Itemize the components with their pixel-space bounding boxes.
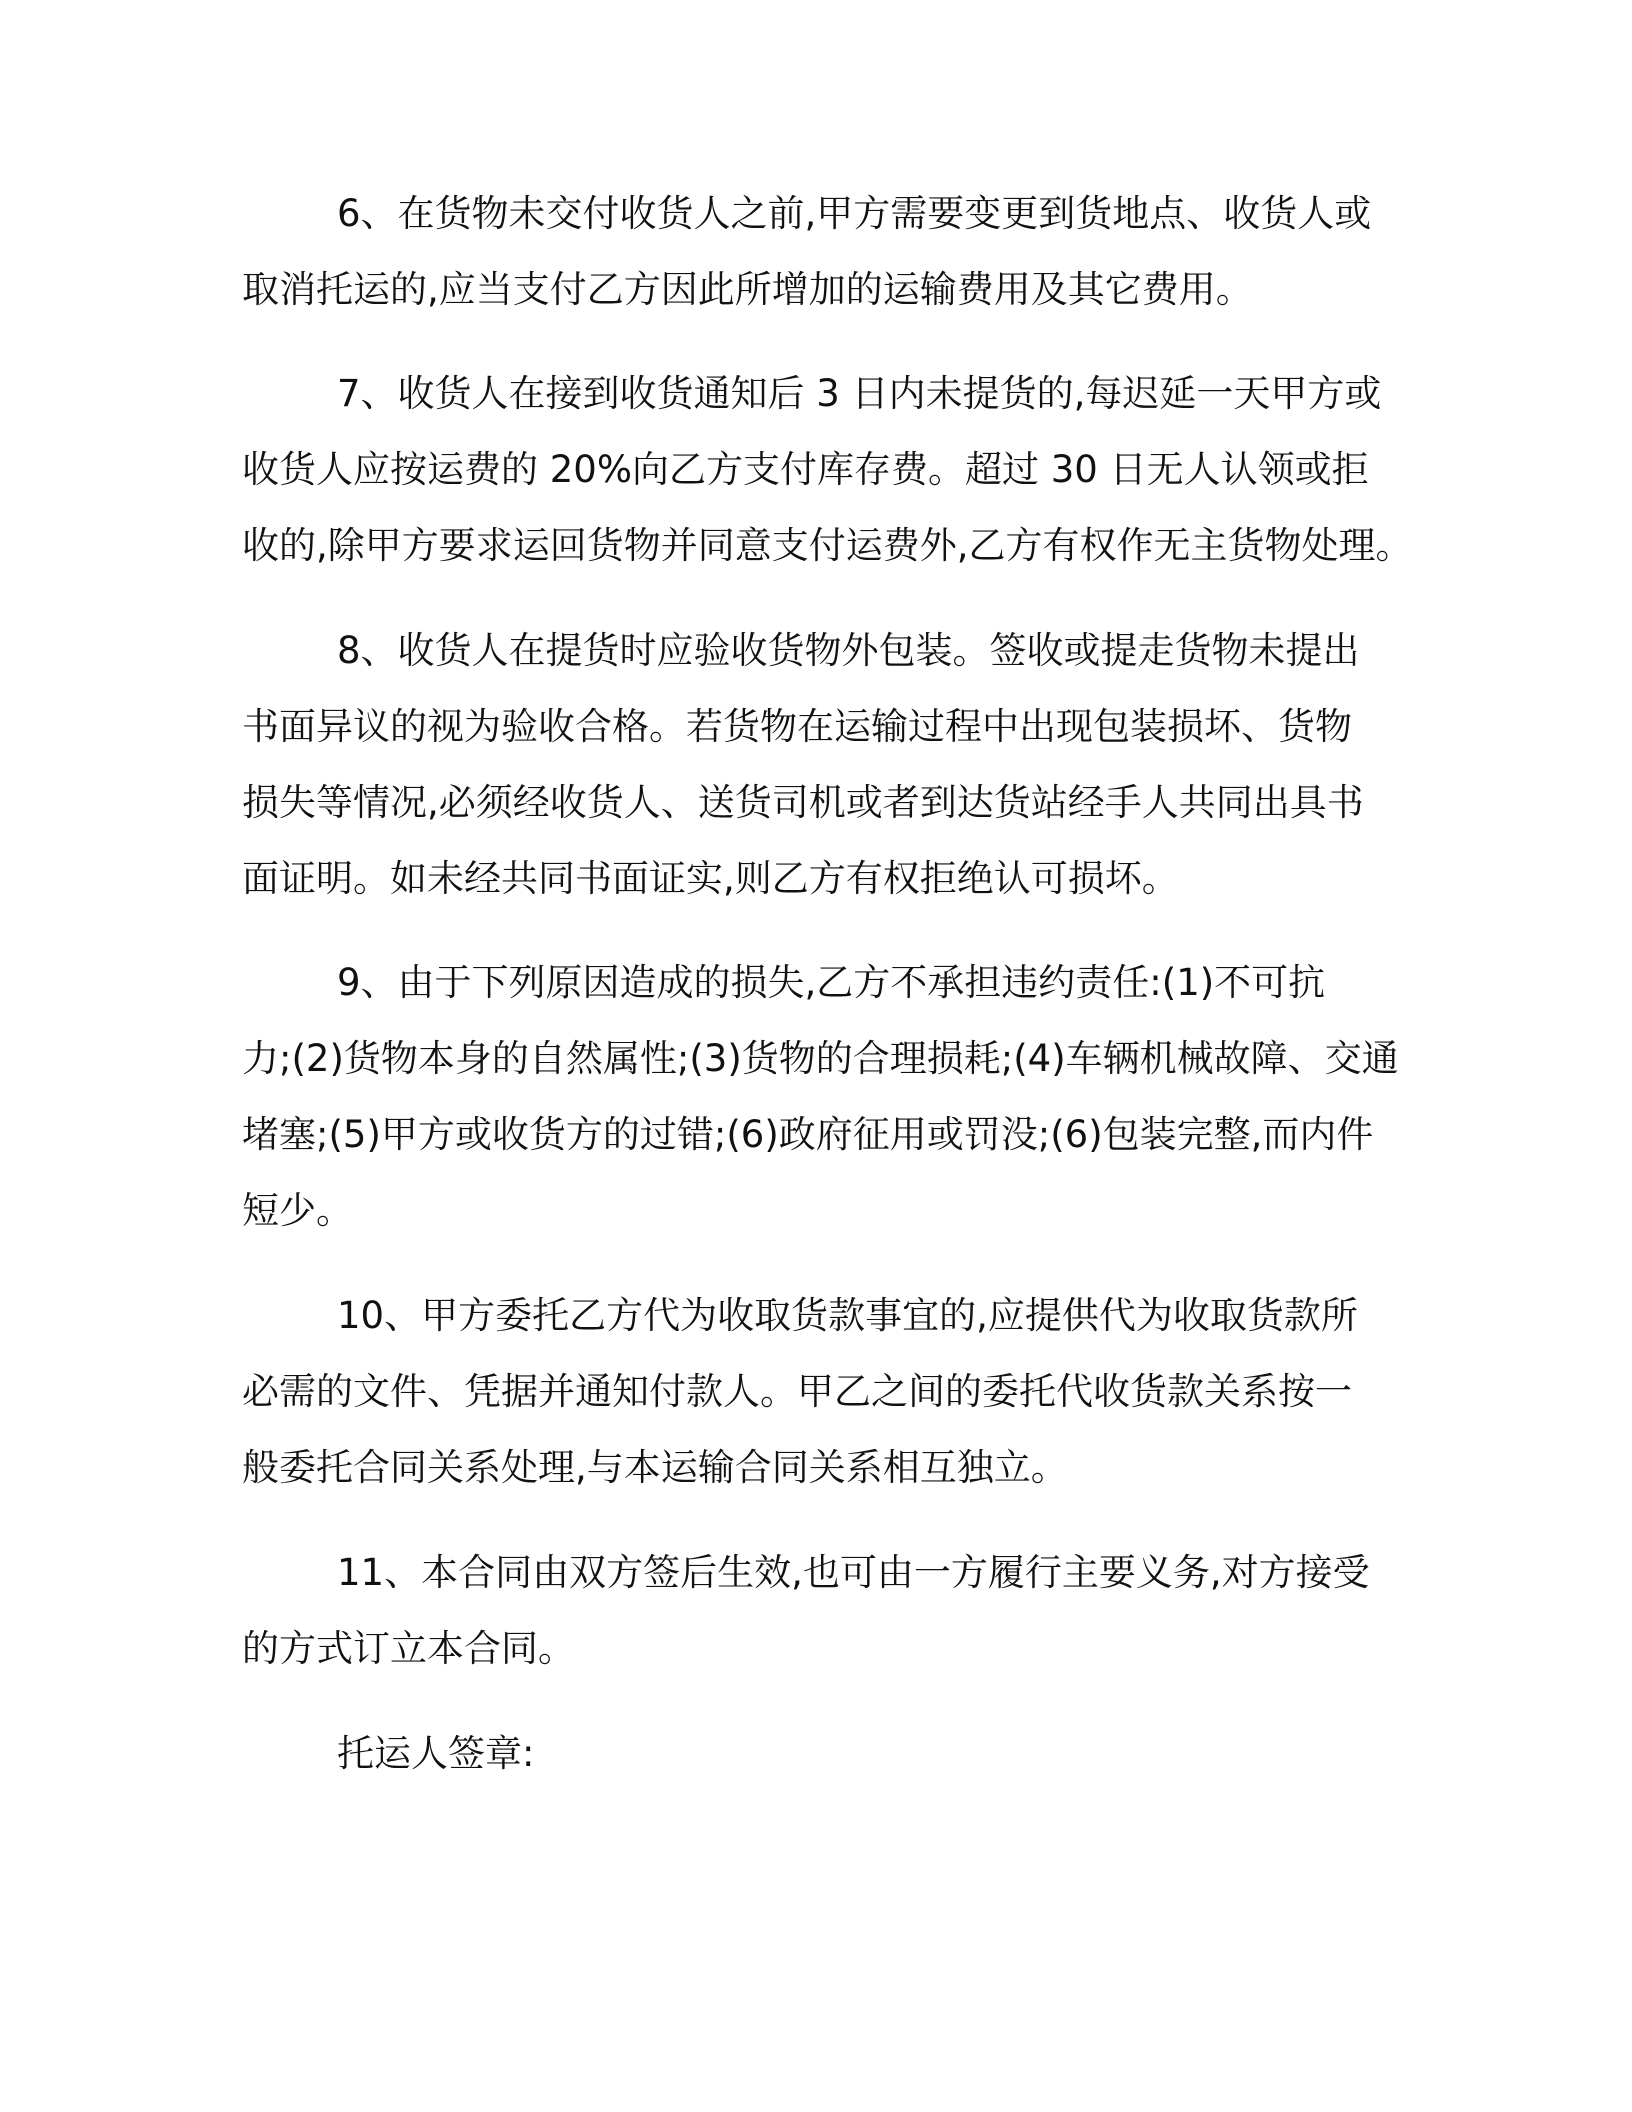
clause-7-line-1: 7、收货人在接到收货通知后 3 日内未提货的,每迟延一天甲方或 [337,372,1382,415]
clause-7-line-2: 收货人应按运费的 20%向乙方支付库存费。超过 30 日无人认领或拒 [242,448,1369,491]
shipper-signature-label: 托运人签章: [337,1732,535,1775]
clause-9-line-3: 堵塞;(5)甲方或收货方的过错;(6)政府征用或罚没;(6)包装完整,而内件 [242,1113,1374,1156]
clause-9-line-4: 短少。 [242,1189,353,1232]
clause-9-line-1: 9、由于下列原因造成的损失,乙方不承担违约责任:(1)不可抗 [337,961,1326,1004]
clause-8-line-4: 面证明。如未经共同书面证实,则乙方有权拒绝认可损坏。 [242,857,1179,900]
clause-6-line-1: 6、在货物未交付收货人之前,甲方需要变更到货地点、收货人或 [337,192,1372,235]
clause-6-line-2: 取消托运的,应当支付乙方因此所增加的运输费用及其它费用。 [242,268,1253,311]
clause-10-line-1: 10、甲方委托乙方代为收取货款事宜的,应提供代为收取货款所 [337,1294,1358,1337]
clause-8-line-2: 书面异议的视为验收合格。若货物在运输过程中出现包装损坏、货物 [242,705,1352,748]
clause-8-line-1: 8、收货人在提货时应验收货物外包装。签收或提走货物未提出 [337,629,1360,672]
clause-11-line-2: 的方式订立本合同。 [242,1627,575,1670]
clause-9-line-2: 力;(2)货物本身的自然属性;(3)货物的合理损耗;(4)车辆机械故障、交通 [242,1037,1399,1080]
clause-11-line-1: 11、本合同由双方签后生效,也可由一方履行主要义务,对方接受 [337,1551,1370,1594]
clause-10-line-3: 般委托合同关系处理,与本运输合同关系相互独立。 [242,1446,1068,1489]
clause-10-line-2: 必需的文件、凭据并通知付款人。甲乙之间的委托代收货款关系按一 [242,1370,1352,1413]
clause-8-line-3: 损失等情况,必须经收货人、送货司机或者到达货站经手人共同出具书 [242,781,1364,824]
clause-7-line-3: 收的,除甲方要求运回货物并同意支付运费外,乙方有权作无主货物处理。 [242,524,1413,567]
